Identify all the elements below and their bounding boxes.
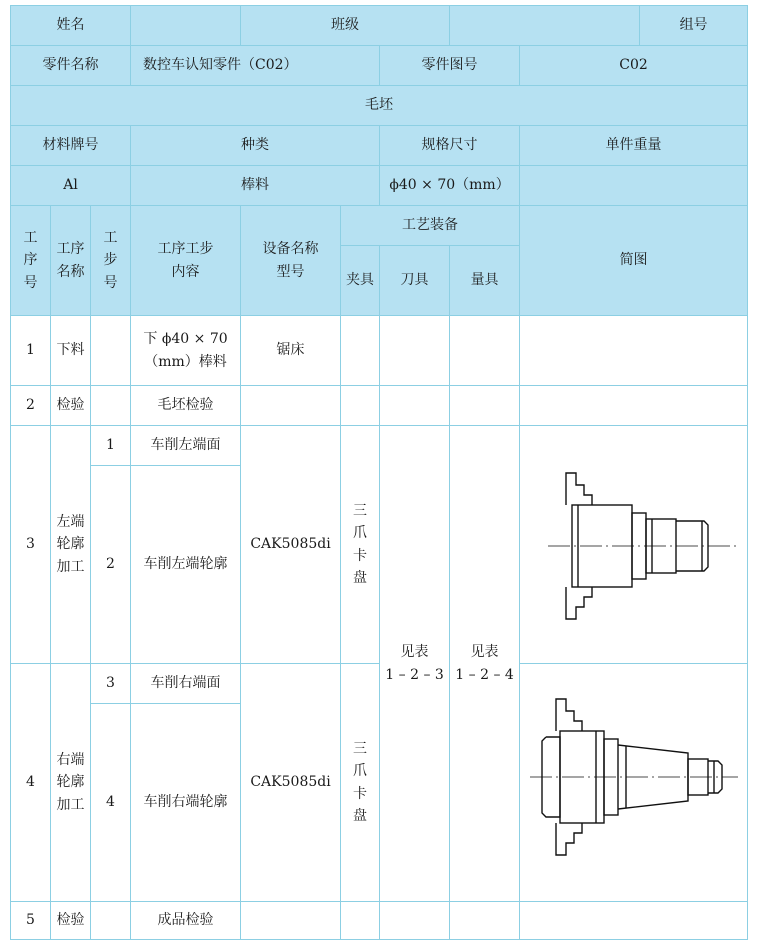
name-label: 姓名: [11, 6, 131, 46]
name-value[interactable]: [131, 6, 241, 46]
row5-equipment: [241, 902, 341, 940]
row2-sketch: [520, 386, 748, 426]
spec-label: 规格尺寸: [380, 126, 520, 166]
row2-gauge: [450, 386, 520, 426]
row1-step: [91, 316, 131, 386]
unit-weight-label: 单件重量: [520, 126, 748, 166]
drawing-no-label: 零件图号: [380, 46, 520, 86]
row3-step1-no: 1: [91, 426, 131, 466]
row2-name: 检验: [51, 386, 91, 426]
row3-no: 3: [11, 426, 51, 664]
col-content: 工序工步 内容: [131, 206, 241, 316]
row1-equipment: 锯床: [241, 316, 341, 386]
row5-gauge: [450, 902, 520, 940]
row4-fixture: 三 爪 卡 盘: [341, 664, 380, 902]
right-end-sketch: [520, 664, 748, 902]
row3-step2-no: 2: [91, 466, 131, 664]
row5-sketch: [520, 902, 748, 940]
material-label: 材料牌号: [11, 126, 131, 166]
cutter-reference: 见表 1 – 2 – 3: [380, 426, 450, 902]
group-label: 组号: [640, 6, 748, 46]
unit-weight-value[interactable]: [520, 166, 748, 206]
col-gauge: 量具: [450, 246, 520, 316]
blank-section-title: 毛坯: [11, 86, 748, 126]
row4-step3-content: 车削右端面: [131, 664, 241, 704]
row2-step: [91, 386, 131, 426]
spec-value: ϕ40 × 70（mm）: [380, 166, 520, 206]
row3-name: 左端 轮廓 加工: [51, 426, 91, 664]
part-name-value: 数控车认知零件（C02）: [131, 46, 380, 86]
col-step-no: 工 步 号: [91, 206, 131, 316]
table-row: [11, 902, 748, 940]
col-cutter: 刀具: [380, 246, 450, 316]
row5-fixture: [341, 902, 380, 940]
row3-step1-content: 车削左端面: [131, 426, 241, 466]
col-fixture: 夹具: [341, 246, 380, 316]
row4-step3-no: 3: [91, 664, 131, 704]
class-label: 班级: [241, 6, 450, 46]
row4-no: 4: [11, 664, 51, 902]
row5-name: 检验: [51, 902, 91, 940]
gauge-reference: 见表 1 – 2 – 4: [450, 426, 520, 902]
table-row: [11, 426, 748, 466]
type-value: 棒料: [131, 166, 380, 206]
row4-step4-no: 4: [91, 704, 131, 902]
row4-equipment: CAK5085di: [241, 664, 341, 902]
row2-content: 毛坯检验: [131, 386, 241, 426]
row1-cutter: [380, 316, 450, 386]
material-value: Al: [11, 166, 131, 206]
class-value[interactable]: [450, 6, 640, 46]
row2-fixture: [341, 386, 380, 426]
row4-step4-content: 车削右端轮廓: [131, 704, 241, 902]
row3-step2-content: 车削左端轮廓: [131, 466, 241, 664]
table-row: [11, 386, 748, 426]
row2-cutter: [380, 386, 450, 426]
row3-fixture: 三 爪 卡 盘: [341, 426, 380, 664]
table-row: [11, 316, 748, 386]
col-sketch: 简图: [520, 206, 748, 316]
left-end-part-drawing: [526, 455, 741, 635]
row5-step: [91, 902, 131, 940]
row1-name: 下料: [51, 316, 91, 386]
type-label: 种类: [131, 126, 380, 166]
col-equipment: 设备名称 型号: [241, 206, 341, 316]
row4-name: 右端 轮廓 加工: [51, 664, 91, 902]
row1-content: 下 ϕ40 × 70 （mm）棒料: [131, 316, 241, 386]
right-end-part-drawing: [526, 683, 741, 883]
left-end-sketch: [520, 426, 748, 664]
row3-equipment: CAK5085di: [241, 426, 341, 664]
row2-equipment: [241, 386, 341, 426]
process-card-table: [10, 5, 748, 940]
part-name-label: 零件名称: [11, 46, 131, 86]
table-row: [11, 664, 748, 704]
col-process-name: 工序 名称: [51, 206, 91, 316]
row5-content: 成品检验: [131, 902, 241, 940]
row5-cutter: [380, 902, 450, 940]
row2-no: 2: [11, 386, 51, 426]
row1-sketch: [520, 316, 748, 386]
row1-gauge: [450, 316, 520, 386]
col-tooling: 工艺装备: [341, 206, 520, 246]
row1-no: 1: [11, 316, 51, 386]
drawing-no-value: C02: [520, 46, 748, 86]
row5-no: 5: [11, 902, 51, 940]
col-process-no: 工 序 号: [11, 206, 51, 316]
row1-fixture: [341, 316, 380, 386]
